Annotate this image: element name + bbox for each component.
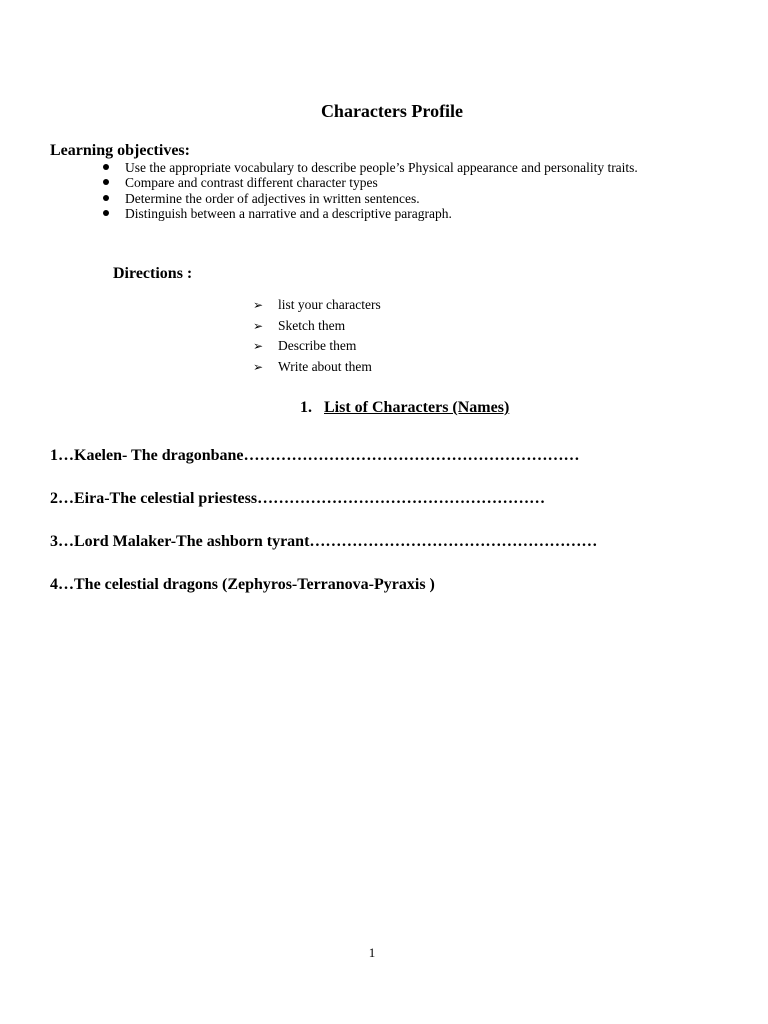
direction-text: Sketch them [278, 317, 346, 333]
character-line: 3…Lord Malaker-The ashborn tyrant……………………………………………… [50, 533, 598, 550]
bullet-dot-icon [103, 164, 109, 170]
objective-text: Use the appropriate vocabulary to describe people’s Physical appearance and personality traits. [125, 160, 638, 175]
objective-text: Distinguish between a narrative and a descriptive paragraph. [125, 205, 452, 221]
direction-text: Write about them [278, 358, 372, 374]
page-number: 1 [368, 945, 376, 960]
direction-text: list your characters [278, 297, 381, 312]
direction-item [253, 357, 381, 378]
objective-item [100, 175, 700, 190]
direction-item [253, 316, 381, 337]
characters-section-heading [300, 398, 509, 418]
direction-text: Describe them [278, 338, 357, 353]
character-line: 1…Kaelen- The dragonbane……………………………………………………… [50, 447, 580, 464]
learning-objectives-heading: Learning objectives: [50, 142, 190, 159]
objective-item [100, 191, 700, 206]
objective-item [100, 206, 700, 221]
arrow-bullet-icon: ➢ [253, 339, 264, 353]
directions-heading: Directions : [113, 265, 193, 282]
direction-item [253, 295, 381, 316]
section-number: 1. [300, 399, 312, 416]
bullet-dot-icon [103, 179, 109, 185]
objective-text: Compare and contrast different character types [125, 175, 378, 191]
objective-text: Determine the order of adjectives in written sentences. [125, 190, 420, 206]
bullet-dot-icon [103, 210, 109, 216]
document-title: Characters Profile [320, 101, 464, 121]
objective-item [100, 160, 700, 175]
character-line: 2…Eira-The celestial priestess……………………………………………… [50, 490, 546, 507]
bullet-dot-icon [103, 195, 109, 201]
learning-objectives-list [100, 160, 700, 221]
directions-list [253, 295, 381, 377]
arrow-bullet-icon: ➢ [253, 318, 264, 333]
arrow-bullet-icon: ➢ [253, 298, 264, 312]
section-title: List of Characters (Names) [324, 399, 510, 416]
direction-item [253, 336, 381, 357]
arrow-bullet-icon: ➢ [253, 359, 264, 374]
character-line: 4…The celestial dragons (Zephyros-Terranova-Pyraxis ) [50, 576, 435, 593]
